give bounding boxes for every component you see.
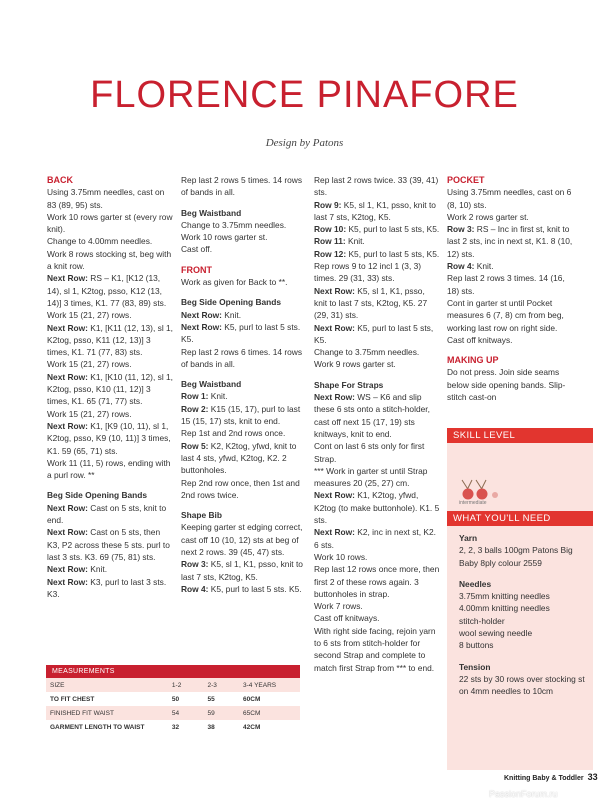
- measurement-cell: 55: [203, 692, 239, 706]
- instruction-line: [447, 223, 573, 260]
- row-text: Cast off knitways.: [447, 334, 513, 345]
- instruction-line: [181, 558, 307, 583]
- instruction-line: [181, 427, 307, 439]
- row-text: K2, inc in next st, K2. 6 sts.: [314, 527, 436, 550]
- row-text: K5, purl to last 5 sts, K5.: [314, 322, 434, 345]
- what-you-need-header: WHAT YOU'LL NEED: [447, 511, 593, 526]
- instruction-line: [314, 465, 440, 490]
- row-text: RS – Inc in first st, knit to last 2 sts, inc in next st, K1. 8 (10, 12) sts.: [447, 224, 573, 259]
- row-text: RS – K1, [K12 (13, 14), sl 1, K2tog, psso, K12 (13, 14)] 3 times, K1. 77 (83, 89) sts.: [47, 273, 167, 308]
- row-text: With right side facing, rejoin yarn to 6 sts from stitch-holder for second Strap and complete to match first Strap from *** to end.: [314, 625, 436, 673]
- measurement-row: [46, 706, 300, 720]
- measurement-cell: 2-3: [203, 678, 239, 692]
- instruction-line: [447, 272, 573, 297]
- instruction-line: [47, 186, 173, 211]
- row-label: Next Row:: [181, 321, 222, 332]
- instruction-line: [181, 440, 307, 477]
- row-text: Using 3.75mm needles, cast on 6 (8, 10) sts.: [447, 187, 572, 210]
- instruction-paragraph: Rep last 2 rows 5 times. 14 rows of bands in all.: [181, 175, 303, 198]
- row-text: Work 10 rows garter st (every row knit).: [47, 211, 173, 235]
- measurement-cell: 54: [168, 706, 204, 720]
- row-text: Work 15 (21, 27) rows.: [47, 310, 132, 321]
- row-label: Next Row:: [314, 490, 355, 501]
- instruction-line: [181, 521, 307, 558]
- row-text: Knit.: [221, 309, 242, 320]
- row-label: Next Row:: [47, 322, 88, 333]
- row-text: K5, sl 1, K1, psso, knit to last 7 sts, K2tog, K5.: [314, 199, 436, 222]
- row-label: Row 9:: [314, 199, 342, 210]
- row-label: Next Row:: [314, 322, 355, 333]
- back-instructions: [47, 186, 173, 481]
- instruction-line: [47, 420, 173, 457]
- subsection-title: Beg Side Opening Bands: [181, 297, 282, 308]
- row-label: Next Row:: [47, 527, 88, 538]
- instruction-line: [47, 309, 173, 321]
- instruction-line: [47, 563, 173, 575]
- row-text: Rep 1st and 2nd rows once.: [181, 428, 286, 439]
- instruction-line: [47, 358, 173, 370]
- row-text: Change to 4.00mm needles. Work 8 rows stocking st, beg with a knit row.: [47, 236, 172, 272]
- row-text: WS – K6 and slip these 6 sts onto a stitch-holder, cast off next 15 (17, 19) sts knitways, knit to end.: [314, 392, 430, 439]
- column-4: [447, 174, 573, 403]
- row-text: K5, purl to last 5 sts, K5.: [346, 224, 440, 235]
- row-text: Cast on 5 sts, then K3, P2 across these 5 sts. purl to last 3 sts. K3. 69 (75, 81) sts.: [47, 527, 170, 562]
- instruction-line: [314, 563, 440, 600]
- instruction-line: [314, 600, 440, 612]
- instruction-line: [314, 625, 440, 674]
- tension-text: 22 sts by 30 rows over stocking st on 4mm needles to 10cm: [459, 673, 585, 697]
- instruction-line: [47, 502, 173, 527]
- waistband-instructions: [181, 219, 307, 256]
- column-3: [314, 174, 440, 674]
- measurement-row: [46, 678, 300, 692]
- row-label: Next Row:: [47, 564, 88, 575]
- measurement-cell: 3-4 YEARS: [239, 678, 300, 692]
- materials-list: [459, 532, 589, 698]
- needles-title: Needles: [459, 578, 492, 589]
- row-label: Next Row:: [47, 273, 88, 284]
- needles-item: 4.00mm knitting needles: [459, 603, 550, 614]
- subsection-title: Beg Waistband: [181, 379, 242, 390]
- row-text: K5, purl to last 5 sts. K5.: [208, 583, 302, 594]
- skill-level-label: intermediate: [459, 500, 487, 506]
- row-label: Next Row:: [47, 502, 88, 513]
- row-text: Keeping garter st edging correct, cast off 10 (10, 12) sts at beg of next 2 rows. 39 (45, 47) sts.: [181, 522, 303, 558]
- row-text: Cast off knitways.: [314, 613, 380, 624]
- row-label: Row 3:: [447, 224, 475, 235]
- row-text: Work 10 rows.: [314, 551, 368, 562]
- bib-continued-instructions: [314, 174, 440, 371]
- instruction-line: [447, 260, 573, 272]
- row-label: Next Row:: [314, 392, 355, 403]
- instruction-line: [181, 346, 307, 371]
- row-text: Rep rows 9 to 12 incl 1 (3, 3) times. 29 (31, 33) sts.: [314, 261, 422, 284]
- measurement-cell: GARMENT LENGTH TO WAIST: [46, 720, 168, 734]
- row-text: Cast on 5 sts, knit to end.: [47, 502, 167, 526]
- measurement-cell: FINISHED FIT WAIST: [46, 706, 168, 720]
- straps-instructions: [314, 391, 440, 674]
- measurement-cell: 60CM: [239, 692, 300, 706]
- instruction-line: [47, 576, 173, 601]
- section-title-front: FRONT: [181, 264, 212, 275]
- section-title-making-up: MAKING UP: [447, 355, 499, 366]
- row-text: Rep last 12 rows once more, then first 2 of these rows again. 3 buttonholes in strap.: [314, 564, 440, 599]
- row-text: Rep 2nd row once, then 1st and 2nd rows twice.: [181, 477, 300, 500]
- subsection-title: Beg Waistband: [181, 207, 242, 218]
- row-text: Cast off.: [181, 244, 213, 255]
- row-text: K5, sl 1, K1, psso, knit to last 7 sts, K2tog, K5.: [181, 559, 303, 582]
- subsection-title: Shape For Straps: [314, 379, 384, 390]
- row-label: Row 10:: [314, 224, 347, 235]
- row-text: Rep last 2 rows 3 times. 14 (16, 18) sts.: [447, 273, 565, 296]
- instruction-line: [314, 248, 440, 260]
- row-text: K5, sl 1, K1, psso, knit to last 7 sts, K2tog, K5. 27 (29, 31) sts.: [314, 285, 428, 321]
- instruction-line: [314, 199, 440, 224]
- instruction-line: [314, 526, 440, 551]
- row-text: K1, [K11 (12, 13), sl 1, K2tog, psso, K11 (12, 13)] 3 times, K1. 71 (77, 83) sts.: [47, 322, 173, 358]
- pocket-instructions: [447, 186, 573, 346]
- instruction-line: [181, 321, 307, 346]
- instruction-line: [181, 309, 307, 321]
- column-2: [181, 174, 307, 595]
- instruction-line: [314, 346, 440, 371]
- page-number: 33: [587, 772, 598, 782]
- watermark: PassionForum.ru: [489, 789, 558, 799]
- side-opening-instructions: [47, 502, 173, 600]
- measurement-cell: 32: [168, 720, 204, 734]
- section-title-pocket: POCKET: [447, 175, 485, 185]
- tension-title: Tension: [459, 661, 491, 672]
- instruction-line: [447, 186, 573, 211]
- measurement-cell: 65CM: [239, 706, 300, 720]
- row-text: K1, [K9 (10, 11), sl 1, K2tog, psso, K9 (10, 11)] 3 times, K1. 59 (65, 71) sts.: [47, 420, 171, 456]
- row-text: *** Work in garter st until Strap measures 20 (25, 27) cm.: [314, 465, 428, 489]
- instruction-line: [181, 403, 307, 428]
- needles-item: 3.75mm knitting needles: [459, 591, 550, 602]
- row-label: Row 12:: [314, 248, 347, 259]
- row-text: Work 15 (21, 27) rows.: [47, 408, 132, 419]
- row-text: Cont in garter st until Pocket measures 6 (7, 8) cm from beg, working last row on right side.: [447, 297, 564, 333]
- row-text: Work 2 rows garter st.: [447, 211, 529, 222]
- measurement-cell: SIZE: [46, 678, 168, 692]
- measurement-cell: 38: [203, 720, 239, 734]
- instruction-line: [314, 223, 440, 235]
- instruction-line: [181, 390, 307, 402]
- row-text: K5, purl to last 5 sts. K5.: [181, 321, 301, 345]
- instruction-line: [314, 551, 440, 563]
- row-label: Next Row:: [47, 576, 88, 587]
- row-label: Row 4:: [447, 261, 475, 272]
- instruction-line: [314, 174, 440, 199]
- row-text: Knit.: [208, 391, 228, 402]
- row-text: Change to 3.75mm needles. Work 9 rows garter st.: [314, 347, 420, 370]
- instruction-line: [47, 526, 173, 563]
- instruction-line: [314, 285, 440, 322]
- measurements-header: MEASUREMENTS: [46, 665, 300, 678]
- row-label: Row 1:: [181, 391, 209, 402]
- row-text: Change to 3.75mm needles. Work 10 rows garter st.: [181, 219, 287, 243]
- instruction-line: [447, 297, 573, 334]
- page-title: FLORENCE PINAFORE: [90, 74, 519, 116]
- row-label: Row 2:: [181, 403, 209, 414]
- row-text: Cont on last 6 sts only for first Strap.: [314, 441, 425, 464]
- instruction-line: [47, 371, 173, 408]
- measurements-table: [46, 665, 300, 734]
- designer-byline: Design by Patons: [265, 137, 344, 149]
- magazine-name: Knitting Baby & Toddler: [504, 775, 584, 782]
- instruction-line: [314, 235, 440, 247]
- row-text: K15 (15, 17), purl to last 15 (15, 17) sts, knit to end.: [181, 403, 301, 427]
- column-1: [47, 174, 173, 600]
- measurement-cell: 59: [203, 706, 239, 720]
- row-label: Row 4:: [181, 583, 209, 594]
- needles-item: 8 buttons: [459, 640, 494, 651]
- row-label: Next Row:: [181, 309, 222, 320]
- instruction-line: [47, 235, 173, 272]
- instruction-line: [314, 391, 440, 440]
- row-label: Row 3:: [181, 559, 209, 570]
- row-label: Next Row:: [47, 371, 88, 382]
- instruction-line: [47, 322, 173, 359]
- measurement-cell: 50: [168, 692, 204, 706]
- subsection-title: Shape Bib: [181, 510, 222, 521]
- measurement-row: [46, 720, 300, 734]
- row-text: Rep last 2 rows twice. 33 (39, 41) sts.: [314, 175, 439, 198]
- measurement-cell: 1-2: [168, 678, 204, 692]
- instruction-line: [181, 243, 307, 255]
- instruction-line: [181, 583, 307, 595]
- instruction-line: [314, 612, 440, 624]
- needles-item: stitch-holder: [459, 615, 505, 626]
- needles-item: wool sewing needle: [459, 628, 533, 639]
- measurement-cell: TO FIT CHEST: [46, 692, 168, 706]
- yarn-balls-icon: [459, 478, 499, 502]
- row-text: K1, K2tog, yfwd, K2tog (to make buttonhole). K1. 5 sts.: [314, 490, 440, 526]
- row-text: K1, [K10 (11, 12), sl 1, K2tog, psso, K10 (11, 12)] 3 times, K1. 65 (71, 77) sts.: [47, 371, 173, 407]
- row-text: Knit.: [474, 261, 494, 272]
- row-text: Knit.: [345, 236, 365, 247]
- instruction-line: [47, 272, 173, 309]
- instruction-paragraph: Work as given for Back to **.: [181, 277, 288, 288]
- row-text: Using 3.75mm needles, cast on 83 (89, 95) sts.: [47, 187, 165, 210]
- row-text: K2, K2tog, yfwd, knit to last 4 sts, yfwd, K2tog, K2. 2 buttonholes.: [181, 440, 297, 476]
- page-footer: [504, 772, 598, 782]
- row-text: Rep last 2 rows 6 times. 14 rows of bands in all.: [181, 346, 303, 369]
- row-text: Work 15 (21, 27) rows.: [47, 359, 132, 370]
- instruction-line: [47, 457, 173, 482]
- row-label: Next Row:: [314, 527, 355, 538]
- row-text: Work 11 (11, 5) rows, ending with a purl row. **: [47, 457, 171, 481]
- row-label: Row 5:: [181, 440, 209, 451]
- instruction-line: [314, 489, 440, 526]
- section-title-back: BACK: [47, 175, 73, 185]
- row-text: Knit.: [87, 564, 108, 575]
- row-text: K5, purl to last 5 sts, K5.: [346, 248, 440, 259]
- instruction-line: [181, 219, 307, 244]
- front-side-opening-instructions: [181, 309, 307, 370]
- row-text: K3, purl to last 3 sts. K3.: [47, 576, 167, 599]
- row-text: Work 7 rows.: [314, 601, 363, 612]
- subsection-title: Beg Side Opening Bands: [47, 490, 148, 501]
- skill-level-header: SKILL LEVEL: [447, 428, 593, 443]
- yarn-text: 2, 2, 3 balls 100gm Patons Big Baby 8ply colour 2559: [459, 545, 573, 568]
- instruction-paragraph: Do not press. Join side seams below side opening bands. Slip-stitch cast-on: [447, 367, 566, 403]
- row-label: Next Row:: [314, 285, 355, 296]
- front-waistband-instructions: [181, 390, 307, 501]
- row-label: Next Row:: [47, 420, 88, 431]
- instruction-line: [47, 408, 173, 420]
- yarn-title: Yarn: [459, 533, 478, 543]
- instruction-line: [181, 477, 307, 502]
- measurement-cell: 42CM: [239, 720, 300, 734]
- bib-instructions: [181, 521, 307, 595]
- row-label: Row 11:: [314, 236, 346, 247]
- instruction-line: [447, 211, 573, 223]
- instruction-line: [314, 440, 440, 465]
- measurement-row: [46, 692, 300, 706]
- instruction-line: [47, 211, 173, 236]
- instruction-line: [447, 334, 573, 346]
- instruction-line: [314, 322, 440, 347]
- measurements-grid: [46, 678, 300, 734]
- instruction-line: [314, 260, 440, 285]
